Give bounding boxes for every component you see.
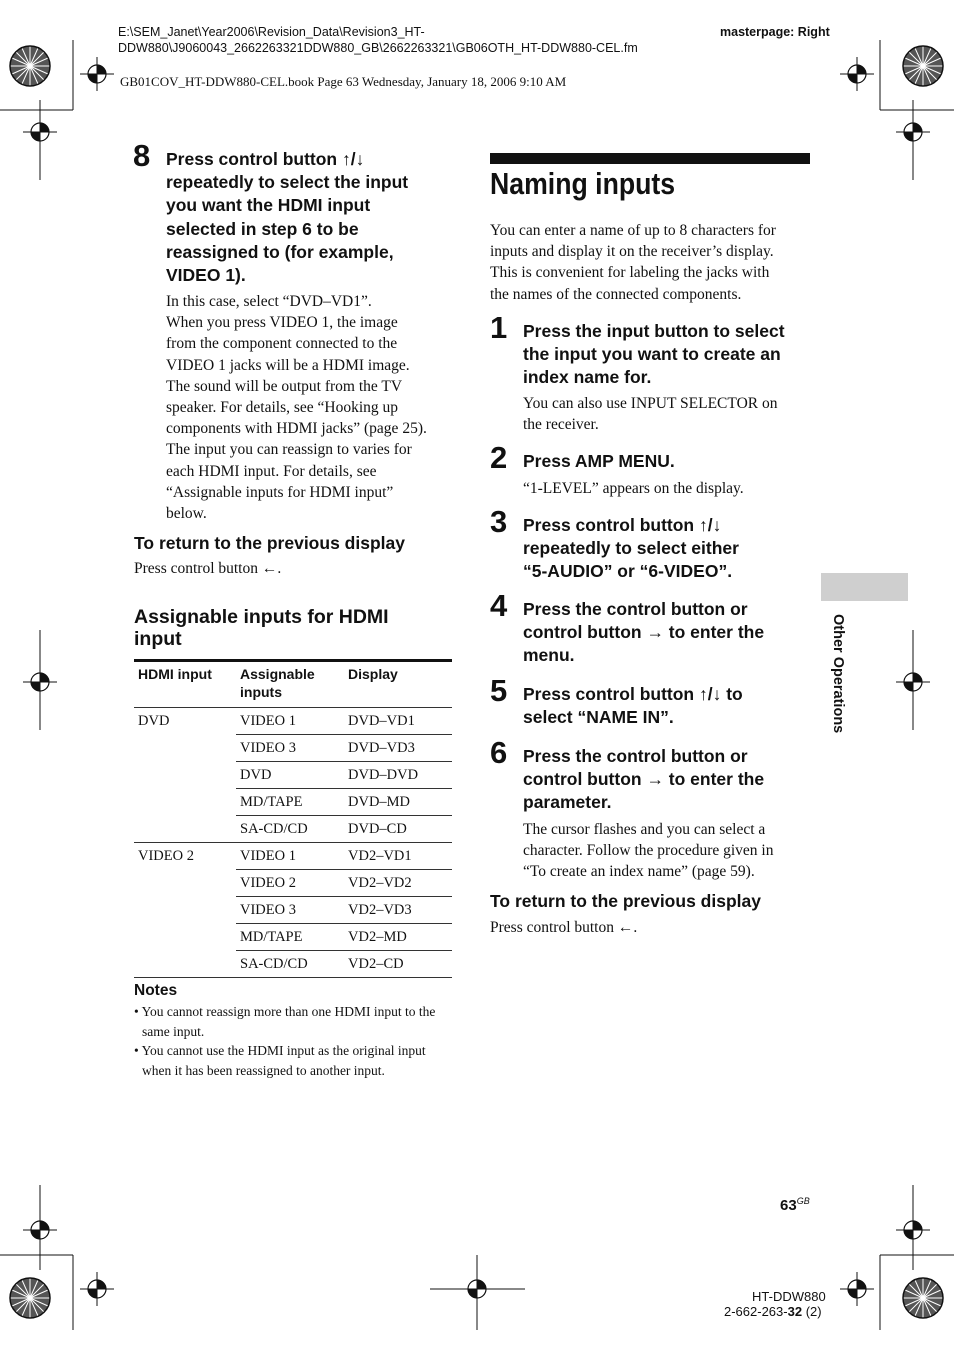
notes-heading: Notes bbox=[134, 982, 178, 999]
table-cell: DVD bbox=[236, 762, 344, 789]
table-cell: VD2–VD3 bbox=[344, 897, 452, 924]
step-body-line: “To create an index name” (page 59). bbox=[523, 863, 755, 881]
step-body-line: The cursor flashes and you can select a bbox=[523, 821, 766, 838]
step-title-line: Press the input button to select bbox=[523, 321, 785, 341]
table-cell: DVD–CD bbox=[344, 816, 452, 843]
step-8-body-line: The sound will be output from the TV bbox=[166, 377, 403, 395]
step-8-title-line: Press control button ↑/↓ bbox=[166, 149, 365, 169]
side-tab-label: Other Operations bbox=[830, 614, 846, 734]
table-cell: VD2–VD1 bbox=[344, 843, 452, 870]
table-cell: VIDEO 1 bbox=[236, 708, 344, 735]
step-number-2: 2 bbox=[490, 440, 508, 475]
note-item: • You cannot reassign more than one HDMI input to the same input. bbox=[134, 1004, 436, 1039]
model-number: HT-DDW880 bbox=[752, 1289, 826, 1304]
catalog-code bbox=[724, 1304, 822, 1319]
table-cell: SA-CD/CD bbox=[236, 816, 344, 843]
step-title-line: “5-AUDIO” or “6-VIDEO”. bbox=[523, 561, 733, 582]
table-cell: DVD–DVD bbox=[344, 762, 452, 789]
step-number-3: 3 bbox=[490, 504, 508, 539]
step-8-body-line: from the component connected to the bbox=[166, 335, 398, 353]
table-cell: VIDEO 3 bbox=[236, 897, 344, 924]
step-8-title-line: reassigned to (for example, bbox=[166, 241, 394, 262]
table-cell: DVD–VD1 bbox=[344, 708, 452, 735]
return-heading-left: To return to the previous display bbox=[134, 533, 405, 553]
catalog-code-suffix: (2) bbox=[802, 1304, 822, 1319]
step-2-title bbox=[523, 450, 818, 473]
book-info-line: GB01COV_HT-DDW880-CEL.book Page 63 Wednesday, January 18, 2006 9:10 AM bbox=[120, 74, 567, 89]
title-rule bbox=[490, 153, 810, 164]
section-heading-assignable bbox=[134, 607, 389, 650]
step-title-line: Press the control button or bbox=[523, 746, 748, 766]
step-title-line: Press the control button or bbox=[523, 599, 748, 619]
step-2-body bbox=[523, 478, 818, 499]
table-cell: VD2–CD bbox=[344, 951, 452, 978]
page-suffix: GB bbox=[796, 1196, 810, 1206]
step-number-5: 5 bbox=[490, 673, 508, 708]
step-8-title-line: selected in step 6 to be bbox=[166, 218, 359, 239]
step-8-body-line: When you press VIDEO 1, the image bbox=[166, 314, 398, 332]
step-title-line: control button → to enter the bbox=[523, 769, 765, 790]
table-cell: VD2–MD bbox=[344, 924, 452, 951]
step-8-title-line: repeatedly to select the input bbox=[166, 172, 409, 193]
step-1-title bbox=[523, 320, 818, 390]
step-title-line: menu. bbox=[523, 645, 575, 666]
table-cell: SA-CD/CD bbox=[236, 951, 344, 978]
step-number-8: 8 bbox=[133, 138, 151, 173]
intro-line: inputs and display it on the receiver’s display. bbox=[490, 243, 774, 261]
table-cell: VIDEO 1 bbox=[236, 843, 344, 870]
table-cell-hdmi-input: VIDEO 2 bbox=[134, 843, 236, 978]
page-number-value: 63 bbox=[780, 1197, 797, 1214]
step-number-1: 1 bbox=[490, 310, 508, 345]
notes-list bbox=[134, 1002, 456, 1080]
step-8-body-line: components with HDMI jacks” (page 25). bbox=[166, 420, 427, 438]
section-heading-line: input bbox=[134, 627, 182, 650]
step-body-line: You can also use INPUT SELECTOR on bbox=[523, 395, 778, 412]
table-cell: MD/TAPE bbox=[236, 924, 344, 951]
step-number-6: 6 bbox=[490, 735, 508, 770]
hdmi-table-wrapper bbox=[134, 659, 452, 978]
step-5-title bbox=[523, 683, 818, 729]
step-title-line: parameter. bbox=[523, 792, 612, 813]
step-4-title bbox=[523, 598, 818, 668]
step-8-body-line: each HDMI input. For details, see bbox=[166, 462, 377, 480]
step-title-line: Press control button ↑/↓ to bbox=[523, 684, 743, 704]
note-item: • You cannot use the HDMI input as the original input when it has been reassigned to another input. bbox=[134, 1043, 426, 1078]
step-6-body bbox=[523, 819, 823, 883]
step-body-line: the receiver. bbox=[523, 416, 599, 434]
page-number bbox=[780, 1196, 810, 1214]
step-8-body-line: speaker. For details, see “Hooking up bbox=[166, 399, 399, 417]
table-cell: DVD–VD3 bbox=[344, 735, 452, 762]
table-cell: VIDEO 2 bbox=[236, 870, 344, 897]
step-8-body-line: “Assignable inputs for HDMI input” bbox=[166, 483, 394, 501]
section-heading-line: Assignable inputs for HDMI bbox=[134, 606, 389, 628]
return-text-left: Press control button ←. bbox=[134, 560, 282, 577]
step-title-line: repeatedly to select either bbox=[523, 538, 739, 559]
step-8-body bbox=[166, 291, 466, 524]
step-8-title bbox=[166, 148, 466, 287]
intro-paragraph bbox=[490, 220, 815, 305]
masterpage-label: masterpage: Right bbox=[720, 25, 830, 39]
side-tab bbox=[821, 573, 908, 601]
step-1-body bbox=[523, 393, 818, 435]
return-text-right: Press control button ←. bbox=[490, 919, 638, 936]
table-cell: VIDEO 3 bbox=[236, 735, 344, 762]
intro-line: This is convenient for labeling the jacks with bbox=[490, 264, 770, 282]
step-8-body-line: VIDEO 1 jacks will be a HDMI image. bbox=[166, 356, 410, 374]
file-path bbox=[118, 24, 638, 56]
file-path-line-1: E:\SEM_Janet\Year2006\Revision_Data\Revision3_HT- bbox=[118, 25, 425, 39]
step-3-title bbox=[523, 514, 818, 584]
step-number-4: 4 bbox=[490, 588, 508, 623]
table-cell: DVD–MD bbox=[344, 789, 452, 816]
catalog-code-prefix: 2-662-263- bbox=[724, 1304, 788, 1319]
step-8-body-line: below. bbox=[166, 505, 207, 523]
step-6-title bbox=[523, 745, 818, 815]
table-cell: MD/TAPE bbox=[236, 789, 344, 816]
table-header-row bbox=[134, 662, 452, 708]
step-8-body-line: The input you can reassign to varies for bbox=[166, 441, 412, 459]
file-path-line-2: DDW880\J9060043_2662263321DDW880_GB\2662263321\GB06OTH_HT-DDW880-CEL.fm bbox=[118, 41, 638, 55]
step-title-line: Press control button ↑/↓ bbox=[523, 515, 722, 535]
step-8-body-line: In this case, select “DVD–VD1”. bbox=[166, 293, 372, 310]
step-title-line: the input you want to create an bbox=[523, 344, 781, 365]
step-title-line: Press AMP MENU. bbox=[523, 451, 675, 471]
intro-line: the names of the connected components. bbox=[490, 285, 742, 303]
table-cell: VD2–VD2 bbox=[344, 870, 452, 897]
hdmi-table bbox=[134, 662, 452, 978]
step-8-title-line: you want the HDMI input bbox=[166, 195, 371, 216]
table-cell-hdmi-input: DVD bbox=[134, 708, 236, 843]
table-row bbox=[134, 843, 452, 870]
step-title-line: select “NAME IN”. bbox=[523, 707, 674, 728]
intro-line: You can enter a name of up to 8 characters for bbox=[490, 222, 776, 239]
column-header: Display bbox=[344, 662, 452, 708]
step-title-line: control button → to enter the bbox=[523, 622, 765, 643]
catalog-code-bold: 32 bbox=[787, 1304, 803, 1319]
column-header: HDMI input bbox=[134, 662, 236, 708]
step-body-line: “1-LEVEL” appears on the display. bbox=[523, 480, 744, 497]
step-8-title-line: VIDEO 1). bbox=[166, 265, 246, 286]
column-header: Assignable inputs bbox=[236, 662, 344, 708]
table-row bbox=[134, 708, 452, 735]
step-body-line: character. Follow the procedure given in bbox=[523, 842, 774, 860]
step-title-line: index name for. bbox=[523, 367, 652, 388]
return-heading-right: To return to the previous display bbox=[490, 891, 761, 911]
page-title: Naming inputs bbox=[490, 166, 676, 201]
